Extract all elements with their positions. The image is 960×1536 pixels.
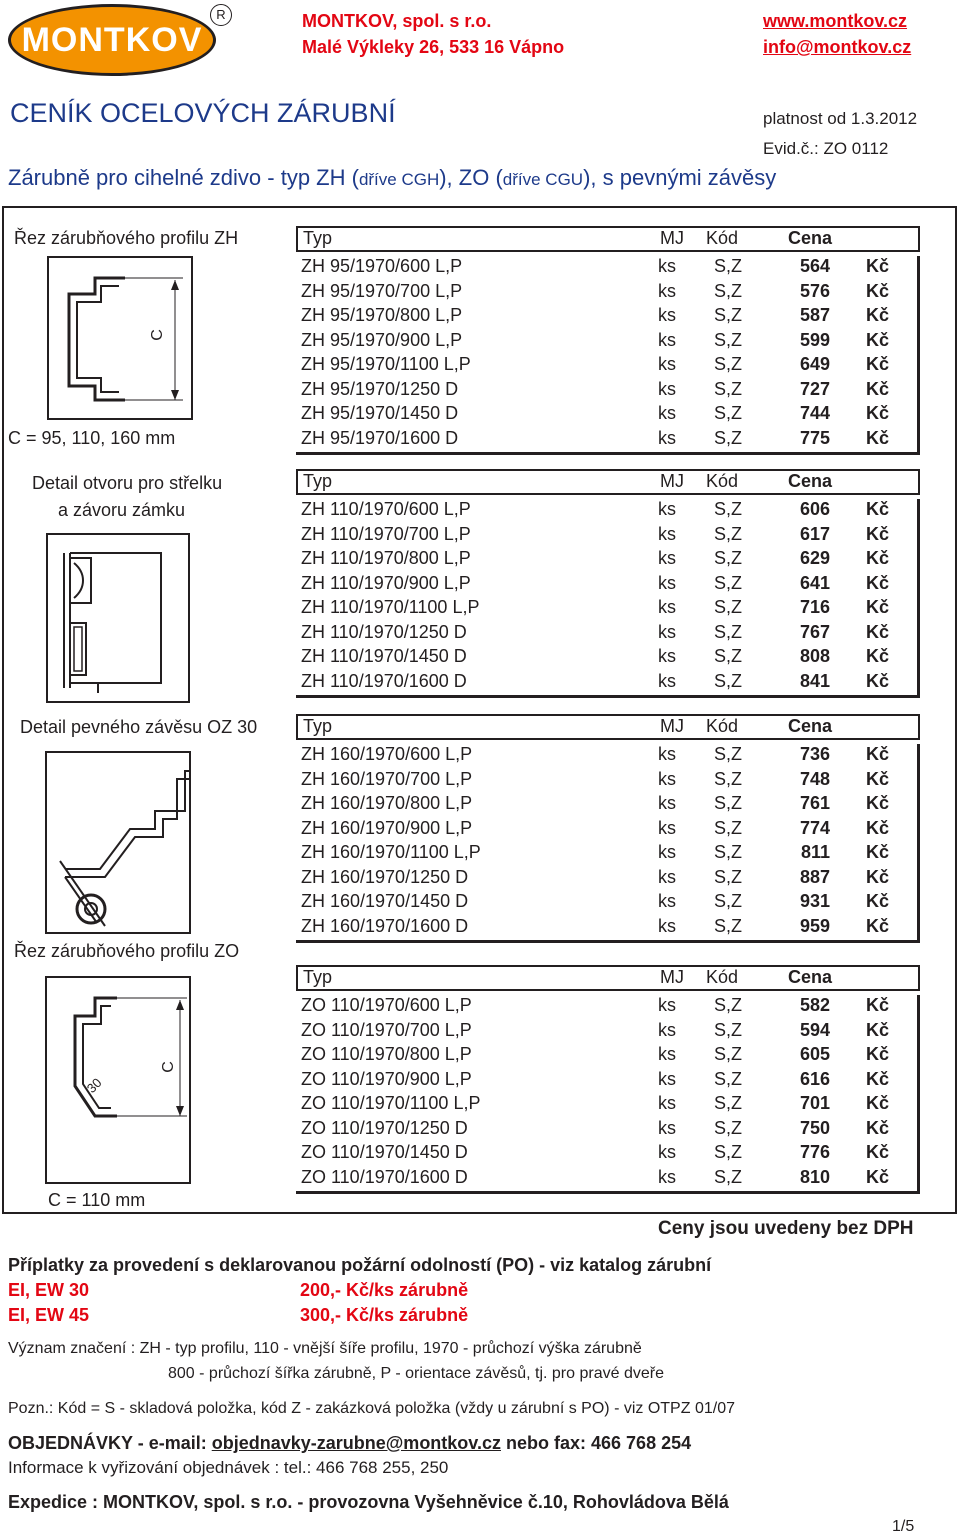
- cell-currency: Kč: [866, 1068, 890, 1089]
- cell-kod: S,Z: [714, 1117, 743, 1138]
- cell-typ: ZH 160/1970/1600 D: [301, 915, 469, 936]
- zo-profile-drawing: [45, 976, 191, 1184]
- cell-kod: S,Z: [714, 793, 743, 813]
- cell-kod: S,Z: [714, 523, 743, 544]
- table-row: [296, 330, 917, 355]
- cell-mj: ks: [658, 597, 676, 617]
- col-header-kod: Kód: [706, 471, 739, 491]
- evidence-number: Evid.č.: ZO 0112: [763, 139, 889, 158]
- cell-currency: Kč: [866, 403, 890, 423]
- cell-typ: ZH 110/1970/1450 D: [301, 646, 467, 666]
- cell-typ: ZH 160/1970/700 L,P: [301, 768, 473, 789]
- cell-kod: S,Z: [714, 995, 743, 1015]
- cell-kod: S,Z: [714, 499, 743, 519]
- zo-dimension-label: C = 110 mm: [48, 1190, 146, 1210]
- table-header: [296, 226, 920, 252]
- cell-cena: 576: [799, 280, 830, 301]
- cell-kod: S,Z: [714, 1166, 743, 1187]
- cell-typ: ZH 160/1970/1450 D: [301, 891, 469, 911]
- zo-profile-section-label: Řez zárubňového profilu ZO: [14, 941, 240, 961]
- table-row: [296, 1167, 917, 1192]
- cell-mj: ks: [658, 793, 676, 813]
- table-row: [296, 597, 917, 622]
- col-header-kod: Kód: [706, 228, 739, 248]
- strike-detail-drawing: [46, 533, 190, 703]
- strike-detail-label-2: a závoru zámku: [58, 500, 186, 520]
- cell-currency: Kč: [866, 995, 890, 1015]
- cell-currency: Kč: [866, 305, 890, 325]
- table-row: [296, 793, 917, 818]
- cell-typ: ZO 110/1970/1600 D: [301, 1166, 468, 1187]
- orders-line: OBJEDNÁVKY - e-mail: objednavky-zarubne@montkov.cz nebo fax: 466 768 254: [8, 1433, 692, 1453]
- cell-currency: Kč: [866, 621, 890, 642]
- cell-cena: 774: [799, 817, 830, 838]
- cell-currency: Kč: [866, 1166, 890, 1187]
- table-row: [296, 1118, 917, 1143]
- cell-kod: S,Z: [714, 1068, 743, 1089]
- montkov-logo: [8, 4, 226, 80]
- table-row: [296, 305, 917, 330]
- cell-currency: Kč: [866, 499, 890, 519]
- cell-kod: S,Z: [714, 548, 743, 568]
- cell-cena: 776: [799, 1142, 830, 1162]
- cell-currency: Kč: [866, 1093, 890, 1113]
- orders-info: Informace k vyřizování objednávek : tel.: 466 768 255, 250: [8, 1458, 449, 1477]
- cell-typ: ZO 110/1970/1100 L,P: [301, 1093, 481, 1113]
- cell-cena: 775: [799, 427, 830, 448]
- table-row: [296, 281, 917, 306]
- cell-typ: ZH 95/1970/1600 D: [301, 427, 459, 448]
- cell-kod: S,Z: [714, 646, 743, 666]
- table-row: [296, 256, 917, 281]
- cell-cena: 931: [799, 891, 830, 911]
- web-link[interactable]: www.montkov.cz: [763, 11, 908, 31]
- cell-currency: Kč: [866, 523, 890, 544]
- cell-currency: Kč: [866, 354, 890, 374]
- cell-mj: ks: [658, 1044, 676, 1064]
- cell-typ: ZH 95/1970/1450 D: [301, 403, 459, 423]
- cell-typ: ZH 110/1970/800 L,P: [301, 548, 471, 568]
- cell-currency: Kč: [866, 842, 890, 862]
- table-body: [296, 256, 920, 455]
- table-row: [296, 671, 917, 696]
- cell-typ: ZH 95/1970/1250 D: [301, 378, 459, 399]
- cell-cena: 606: [799, 499, 830, 519]
- cell-mj: ks: [658, 744, 676, 764]
- price-table: [296, 226, 920, 455]
- cell-typ: ZH 95/1970/900 L,P: [301, 329, 463, 350]
- cell-cena: 716: [799, 597, 830, 617]
- table-body: [296, 499, 920, 698]
- cell-mj: ks: [658, 1142, 676, 1162]
- expedition-line: Expedice : MONTKOV, spol. s r.o. - provozovna Vyšehněvice č.10, Rohovládova Bělá: [8, 1492, 729, 1512]
- table-row: [296, 1044, 917, 1069]
- cell-kod: S,Z: [714, 305, 743, 325]
- cell-mj: ks: [658, 768, 676, 789]
- cell-cena: 701: [799, 1093, 830, 1113]
- col-header-mj: MJ: [660, 471, 684, 491]
- cell-cena: 761: [799, 793, 830, 813]
- table-row: [296, 867, 917, 892]
- table-row: [296, 916, 917, 941]
- cell-mj: ks: [658, 1093, 676, 1113]
- cell-kod: S,Z: [714, 572, 743, 593]
- price-table: [296, 965, 920, 1194]
- dim-30-label: 30: [83, 1075, 105, 1096]
- cell-kod: S,Z: [714, 670, 743, 691]
- cell-typ: ZH 110/1970/700 L,P: [301, 523, 471, 544]
- table-body: [296, 995, 920, 1194]
- cell-currency: Kč: [866, 597, 890, 617]
- surcharge-title: Příplatky za provedení s deklarovanou požární odolností (PO) - viz katalog zárubní: [8, 1255, 712, 1275]
- cell-currency: Kč: [866, 378, 890, 399]
- cell-kod: S,Z: [714, 621, 743, 642]
- cell-mj: ks: [658, 548, 676, 568]
- cell-typ: ZH 110/1970/600 L,P: [301, 499, 471, 519]
- cell-typ: ZH 160/1970/1250 D: [301, 866, 469, 887]
- cell-cena: 594: [799, 1019, 830, 1040]
- cell-kod: S,Z: [714, 1019, 743, 1040]
- table-row: [296, 1093, 917, 1118]
- cell-typ: ZH 160/1970/900 L,P: [301, 817, 473, 838]
- page-title: CENÍK OCELOVÝCH ZÁRUBNÍ: [10, 98, 396, 128]
- page-subtitle: Zárubně pro cihelné zdivo - typ ZH (dříve CGH), ZO (dříve CGU), s pevnými závěsy: [8, 165, 777, 190]
- cell-typ: ZH 95/1970/700 L,P: [301, 280, 463, 301]
- cell-currency: Kč: [866, 572, 890, 593]
- cell-cena: 605: [799, 1044, 830, 1064]
- cell-mj: ks: [658, 1068, 676, 1089]
- cell-mj: ks: [658, 817, 676, 838]
- cell-typ: ZO 110/1970/1450 D: [301, 1142, 468, 1162]
- col-header-cena: Cena: [788, 967, 833, 987]
- table-row: [296, 842, 917, 867]
- cell-mj: ks: [658, 915, 676, 936]
- dim-c-label: C: [148, 329, 166, 341]
- cell-mj: ks: [658, 280, 676, 301]
- cell-kod: S,Z: [714, 915, 743, 936]
- cell-kod: S,Z: [714, 427, 743, 448]
- page-number: 1/5: [892, 1518, 915, 1535]
- meaning-line-1: Význam značení : ZH - typ profilu, 110 - vnější šíře profilu, 1970 - průchozí výška zárubně: [8, 1340, 642, 1357]
- cell-cena: 811: [800, 842, 830, 862]
- validity-date: platnost od 1.3.2012: [763, 109, 918, 128]
- ei45-label: EI, EW 45: [8, 1305, 90, 1325]
- vat-note: Ceny jsou uvedeny bez DPH: [658, 1218, 914, 1239]
- table-row: [296, 548, 917, 573]
- cell-kod: S,Z: [714, 597, 743, 617]
- table-row: [296, 995, 917, 1020]
- cell-typ: ZH 110/1970/900 L,P: [301, 572, 471, 593]
- cell-mj: ks: [658, 670, 676, 691]
- col-header-typ: Typ: [303, 228, 333, 248]
- table-row: [296, 622, 917, 647]
- col-header-mj: MJ: [660, 228, 684, 248]
- table-header: [296, 714, 920, 740]
- hinge-detail-drawing: [45, 751, 191, 934]
- cell-currency: Kč: [866, 817, 890, 838]
- cell-typ: ZH 110/1970/1100 L,P: [301, 597, 480, 617]
- col-header-mj: MJ: [660, 967, 684, 987]
- cell-kod: S,Z: [714, 378, 743, 399]
- cell-cena: 582: [799, 995, 830, 1015]
- cell-currency: Kč: [866, 1044, 890, 1064]
- cell-typ: ZO 110/1970/900 L,P: [301, 1068, 472, 1089]
- cell-mj: ks: [658, 621, 676, 642]
- col-header-mj: MJ: [660, 716, 684, 736]
- cell-currency: Kč: [866, 1117, 890, 1138]
- cell-typ: ZO 110/1970/1250 D: [301, 1117, 468, 1138]
- cell-currency: Kč: [866, 793, 890, 813]
- table-header: [296, 965, 920, 991]
- cell-cena: 616: [799, 1068, 830, 1089]
- cell-cena: 841: [799, 670, 830, 691]
- zh-dimension-label: C = 95, 110, 160 mm: [8, 428, 176, 448]
- cell-mj: ks: [658, 499, 676, 519]
- col-header-kod: Kód: [706, 967, 739, 987]
- cell-typ: ZO 110/1970/600 L,P: [301, 995, 472, 1015]
- cell-currency: Kč: [866, 548, 890, 568]
- cell-mj: ks: [658, 378, 676, 399]
- cell-currency: Kč: [866, 768, 890, 789]
- cell-cena: 617: [799, 523, 830, 544]
- table-row: [296, 1069, 917, 1094]
- cell-typ: ZH 95/1970/800 L,P: [301, 305, 463, 325]
- table-row: [296, 403, 917, 428]
- cell-kod: S,Z: [714, 842, 743, 862]
- cell-cena: 736: [799, 744, 830, 764]
- col-header-typ: Typ: [303, 716, 333, 736]
- cell-cena: 887: [799, 866, 830, 887]
- cell-mj: ks: [658, 866, 676, 887]
- cell-mj: ks: [658, 891, 676, 911]
- cell-cena: 599: [799, 329, 830, 350]
- cell-currency: Kč: [866, 256, 890, 276]
- zh-profile-drawing: [47, 256, 193, 420]
- cell-kod: S,Z: [714, 280, 743, 301]
- cell-currency: Kč: [866, 670, 890, 691]
- cell-typ: ZH 110/1970/1250 D: [301, 621, 467, 642]
- ei45-price: 300,- Kč/ks zárubně: [300, 1305, 469, 1325]
- cell-mj: ks: [658, 1166, 676, 1187]
- cell-mj: ks: [658, 646, 676, 666]
- cell-currency: Kč: [866, 1142, 890, 1162]
- company-address: Malé Výkleky 26, 533 16 Vápno: [302, 37, 565, 57]
- cell-typ: ZO 110/1970/800 L,P: [301, 1044, 472, 1064]
- cell-kod: S,Z: [714, 768, 743, 789]
- cell-mj: ks: [658, 842, 676, 862]
- col-header-typ: Typ: [303, 471, 333, 491]
- cell-kod: S,Z: [714, 1044, 743, 1064]
- cell-cena: 808: [799, 646, 830, 666]
- table-row: [296, 573, 917, 598]
- cell-cena: 587: [799, 305, 830, 325]
- cell-currency: Kč: [866, 646, 890, 666]
- cell-cena: 629: [799, 548, 830, 568]
- cell-mj: ks: [658, 427, 676, 448]
- cell-currency: Kč: [866, 866, 890, 887]
- code-note: Pozn.: Kód = S - skladová položka, kód Z - zakázková položka (vždy u zárubní s PO) - viz OTPZ 01/07: [8, 1400, 735, 1417]
- cell-currency: Kč: [866, 427, 890, 448]
- table-row: [296, 891, 917, 916]
- cell-typ: ZH 95/1970/600 L,P: [301, 256, 463, 276]
- cell-currency: Kč: [866, 891, 890, 911]
- col-header-cena: Cena: [788, 228, 833, 248]
- strike-detail-label-1: Detail otvoru pro střelku: [32, 473, 223, 493]
- table-row: [296, 379, 917, 404]
- col-header-kod: Kód: [706, 716, 739, 736]
- cell-cena: 959: [799, 915, 830, 936]
- cell-typ: ZO 110/1970/700 L,P: [301, 1019, 472, 1040]
- cell-kod: S,Z: [714, 817, 743, 838]
- col-header-cena: Cena: [788, 471, 833, 491]
- cell-cena: 810: [799, 1166, 830, 1187]
- cell-cena: 649: [799, 354, 830, 374]
- ei30-price: 200,- Kč/ks zárubně: [300, 1280, 469, 1300]
- cell-mj: ks: [658, 329, 676, 350]
- cell-kod: S,Z: [714, 329, 743, 350]
- col-header-cena: Cena: [788, 716, 833, 736]
- table-row: [296, 354, 917, 379]
- table-header: [296, 469, 920, 495]
- cell-currency: Kč: [866, 1019, 890, 1040]
- cell-cena: 748: [799, 768, 830, 789]
- cell-mj: ks: [658, 523, 676, 544]
- registered-mark-icon: R: [210, 4, 232, 26]
- table-body: [296, 744, 920, 943]
- cell-kod: S,Z: [714, 1093, 743, 1113]
- cell-kod: S,Z: [714, 403, 743, 423]
- cell-mj: ks: [658, 354, 676, 374]
- cell-kod: S,Z: [714, 1142, 743, 1162]
- table-row: [296, 524, 917, 549]
- cell-cena: 564: [799, 256, 830, 276]
- company-name: MONTKOV, spol. s r.o.: [302, 11, 492, 31]
- cell-kod: S,Z: [714, 744, 743, 764]
- cell-typ: ZH 160/1970/1100 L,P: [301, 842, 481, 862]
- cell-kod: S,Z: [714, 354, 743, 374]
- cell-currency: Kč: [866, 329, 890, 350]
- cell-mj: ks: [658, 572, 676, 593]
- cell-typ: ZH 95/1970/1100 L,P: [301, 354, 471, 374]
- cell-cena: 744: [799, 403, 830, 423]
- cell-cena: 727: [799, 378, 830, 399]
- cell-kod: S,Z: [714, 866, 743, 887]
- cell-mj: ks: [658, 305, 676, 325]
- orders-email-link[interactable]: objednavky-zarubne@montkov.cz: [211, 1433, 501, 1453]
- cell-kod: S,Z: [714, 891, 743, 911]
- table-row: [296, 1020, 917, 1045]
- price-table: [296, 714, 920, 943]
- cell-mj: ks: [658, 403, 676, 423]
- cell-mj: ks: [658, 1117, 676, 1138]
- ei30-label: EI, EW 30: [8, 1280, 90, 1300]
- zh-profile-section-label: Řez zárubňového profilu ZH: [14, 228, 239, 248]
- table-row: [296, 818, 917, 843]
- col-header-typ: Typ: [303, 967, 333, 987]
- cell-cena: 641: [799, 572, 830, 593]
- table-row: [296, 428, 917, 453]
- logo-text: MONTKOV: [21, 21, 203, 59]
- hinge-detail-label: Detail pevného závěsu OZ 30: [20, 717, 258, 737]
- cell-typ: ZH 160/1970/600 L,P: [301, 744, 473, 764]
- cell-typ: ZH 160/1970/800 L,P: [301, 793, 473, 813]
- email-link[interactable]: info@montkov.cz: [763, 37, 912, 57]
- cell-typ: ZH 110/1970/1600 D: [301, 670, 467, 691]
- cell-mj: ks: [658, 1019, 676, 1040]
- cell-currency: Kč: [866, 744, 890, 764]
- price-table: [296, 469, 920, 698]
- cell-mj: ks: [658, 995, 676, 1015]
- table-row: [296, 499, 917, 524]
- cell-kod: S,Z: [714, 256, 743, 276]
- table-row: [296, 744, 917, 769]
- table-row: [296, 1142, 917, 1167]
- cell-mj: ks: [658, 256, 676, 276]
- cell-currency: Kč: [866, 915, 890, 936]
- table-row: [296, 769, 917, 794]
- cell-currency: Kč: [866, 280, 890, 301]
- cell-cena: 767: [799, 621, 830, 642]
- cell-cena: 750: [799, 1117, 830, 1138]
- meaning-line-2: 800 - průchozí šířka zárubně, P - orientace závěsů, tj. pro pravé dveře: [168, 1365, 664, 1382]
- table-row: [296, 646, 917, 671]
- dim-c-label: C: [159, 1061, 177, 1073]
